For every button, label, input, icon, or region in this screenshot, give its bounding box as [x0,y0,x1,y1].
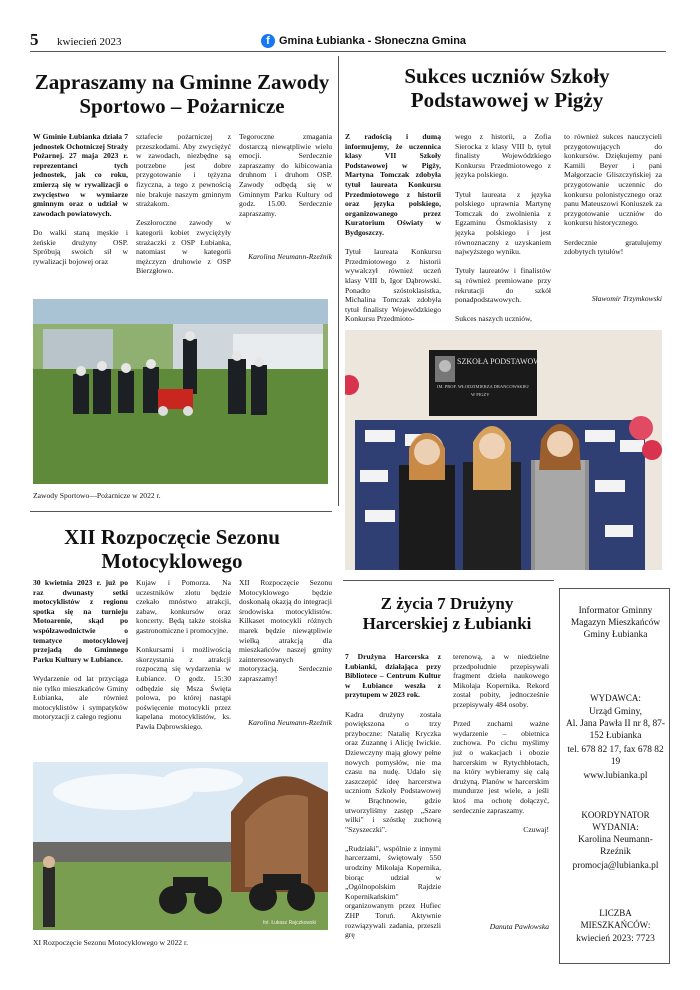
infobox-title: Informator Gminny Magazyn Mieszkańców Gminy Łubianka [570,606,661,640]
paragraph: Przed zuchami ważne wydarzenie – obietnica zuchowa. Po cichu myślimy już o wakacjach i obozie harcerskim w Rytychbłotach, na który wybieramy się całą drużyną. Planów w harcerskim mundurze jest wiele, a jeśli ktoś ma ochotę dołączyć, serdecznie zapraszamy. [453,719,549,815]
paragraph: XII Rozpoczęcie Sezonu Motocyklowego będzie doskonałą okazją do integracji środowiska motocyklistów. Kilkaset motocykli różnych marek będzie niewątpliwie wielką atrakcją dla mieszkańców naszej gminy zainteresowanych motoryzacją. Serdecznie zapraszamy! [239,578,332,683]
circulation-label: LICZBA MIESZKAŃCÓW: [580,908,651,930]
paragraph: Czuwaj! [523,824,549,834]
paragraph: Sukces naszych uczniów, [455,314,532,324]
paragraph: wego z historii, a Zofia Sierocka z klasy VIII b, tytuł finalisty Wojewódzkiego Konkursu Przedmiotowego z języka polskiego. [455,132,551,180]
lead-paragraph: W Gminie Łubianka działa 7 jednostek Ochotniczej Straży Pożarnej. 27 maja 2023 r. reprezentanci tych jednostek, jak co roku, zmierzą się w rywalizacji o zwycięstwo w wymiarze gminnym oraz o udział w zawodach powiatowych. [33,132,128,218]
header-brand[interactable]: Gmina Łubianka - Słoneczna Gmina [279,35,467,47]
editor-email[interactable]: promocja@lubianka.pl [572,861,659,871]
paragraph: to również sukces nauczycieli przygotowujących do konkursów. Dziękujemy pani Kamili Beyer i pani Małgorzacie Gliszczyńskiej za przygotowanie uczennic do konkursu polonistycznego oraz panu Mateuszowi Koniuszek za przygotowanie uczniów do konkursu historycznego. [564,132,662,228]
article-scouts-col2 [453,652,549,834]
paragraph: Zeszłoroczne zawody w kategorii kobiet zwyciężyły strażaczki z OSP Łubianka, natomiast w kategorii mężczyzn druhowie z OSP Bierzgłowo. [136,218,231,276]
paragraph: Konkursami i możliwością skorzystania z atrakcji rozpoczną się wydarzenia w Łubiance. O godz. 15:30 odbędzie się Msza Święta polowa, po której nastąpi poświęcenie motocykli przez kapelana motocyklistów, ks. Pawła Dąbrowskiego. [136,645,231,731]
article-scouts-title: Z życia 7 Drużyny Harcerskiej z Łubianki [362,594,532,633]
issue-date: kwiecień 2023 [57,36,122,48]
author-signature: Danuta Pawłowska [489,922,549,931]
students-photo-illustration [345,330,662,570]
paragraph: terenową, a w niedzielne przedpołudnie przepisywali fragment dzieła naukowego Mikołaja Kopernika. Rekord został pobity, jednocześnie przepisywały 484 osoby. [453,652,549,709]
paragraph: Tytuł laureata z języka polskiego uprawnia Martynę Tomczak do zwolnienia z Egzaminu Ósmoklasisty z języka polskiego i jest równoznaczny z uzyskaniem najwyższego wyniku. [455,189,551,257]
article-school-col1 [345,132,441,324]
firefighters-photo-illustration [33,299,328,484]
article-motorcycle-col3 [239,578,332,684]
plaque-text-line1: SZKOŁA PODSTAWOWA [457,357,546,366]
paragraph: Kadra drużyny została powiększona o trzy przyboczne: Natalię Kryczka oraz Zuzannę i Alicję Iwickie. Dziewczyny mają głowy pełne nowych pomysłów, nie ma czasu na nudę. Udało się zaszczepić ideę harcerstwa uczniom Szkoły Podstawowej w Brąchnowie, gdzie utworzyliśmy zastęp „Szare wilki" i szóstkę zuchową "Szyszeczki". [345,709,441,834]
paragraph: Wydarzenie od lat przyciąga nie tylko mieszkańców Gminy Łubianka, ale również motocyklistów i sympatyków motoryzacji z całego regionu [33,673,128,722]
photo-caption: Zawody Sportowo—Pożarnicze w 2022 r. [33,491,161,500]
publisher-label: WYDAWCA: [590,693,641,703]
plaque-text-line3: W PIGŻY [471,392,490,397]
section-rule [30,511,332,512]
paragraph: „Rudziaki", wspólnie z innymi harcerzami, świętowały 550 urodziny Mikołaja Kopernika, biorąc udział w „Ogólnopolskim Rajdzie Kopernikańskim" organizowanym przez Hufiec ZHP Toruń. Aktywnie rozwiązywali zadania, przeszli grę [345,843,441,940]
lead-paragraph: 7 Drużyna Harcerska z Łubianki, działająca przy Bibliotece – Centrum Kultur w Łubiance weszła z przytupem w 2023 rok. [345,652,441,700]
article-firefighters-col2 [136,132,231,276]
photo-credit: fot. Łukasz Rajczkowski [263,920,317,926]
article-school-col2 [455,132,551,324]
header-rule [30,51,666,52]
facebook-icon[interactable]: f [261,34,275,48]
lead-paragraph: 30 kwietnia 2023 r. już po raz dwunasty setki motocyklistów z regionu spotka się na turnieju Motoarenie, skąd po współzawodnictwie o tematyce motocyklowej przejadą do Gminnego Parku Kultury w Łubiance. [33,578,128,664]
editor-label: KOORDYNATOR WYDANIA: [581,810,650,832]
article-school-col3 [564,132,662,257]
circulation-value: kwiecień 2023: 7723 [576,934,655,944]
article-motorcycle-col2 [136,578,231,732]
author-signature: Karolina Neumann-Rzeźnik [248,252,332,261]
column-divider [338,56,339,506]
firefighters-photo [33,299,328,484]
page-number: 5 [30,30,39,49]
author-signature: Karolina Neumann-Rzeźnik [248,718,332,727]
author-signature: Sławomir Trzymkowski [591,294,662,303]
paragraph: Tytuły laureatów i finalistów są również premiowane przy rekrutacji do szkół ponadpodstawowych. [455,266,551,305]
students-photo [345,330,662,570]
editor-name: Karolina Neumann-Rzeźnik [578,835,653,857]
publisher-info-box [559,588,670,964]
publisher-name: Urząd Gminy, [588,707,643,717]
article-firefighters-title: Zapraszamy na Gminne Zawody Sportowo – Pożarnicze [34,70,330,118]
article-firefighters-col1 [33,132,128,266]
motorcycle-photo [33,762,328,930]
paragraph: Kujaw i Pomorza. Na uczestników złotu będzie czekało mnóstwo atrakcji, zabaw, konkursów oraz koncerty. Będą także stoiska gastronomiczne i promocyjne. [136,578,231,635]
paragraph: Tegoroczne zmagania dostarczą niewątpliwie wielu emocji. Serdecznie zapraszamy do kibicowania druhnom i druhom OSP. Zawody odbędą się w Gminnym Parku Kultury od godz. 15.00. Serdecznie zapraszamy. [239,132,332,218]
publisher-phone: tel. 678 82 17, fax 678 82 19 [567,745,664,767]
paragraph: sztafecie pożarniczej z przeszkodami. Aby zwyciężyć w zawodach, niezbędne są potrzebne jest dobre przygotowanie i tężyzna fizyczna, a tego z pewnością nie brakuje naszym gminnym strażakom. [136,132,231,209]
article-firefighters-col3 [239,132,332,218]
website-link[interactable]: www.lubianka.pl [583,771,648,781]
lead-paragraph: Z radością i dumą informujemy, że uczennica klasy VII Szkoły Podstawowej w Pigży, Martyna Tomczak zdobyła tytuł laureata Konkursu Przedmiotowego z historii oraz języka polskiego, organizowanego przez Kuratorium Oświaty w Bydgoszczy. [345,132,441,237]
paragraph: Do walki staną męskie i żeńskie drużyny OSP. Spróbują swoich sił w rywalizacji bojowej oraz [33,227,128,266]
plaque-text-line2: IM. PROF. WŁODZIMIERZA DRANCOWSKIEJ [437,384,529,389]
article-motorcycle-col1 [33,578,128,722]
photo-caption: XI Rozpoczęcie Sezonu Motocyklowego w 2022 r. [33,938,189,947]
publisher-address: Al. Jana Pawła II nr 8, 87-152 Łubianka [566,719,665,741]
paragraph: Tytuł laureata Konkursu Przedmiotowego z historii wywalczył również uczeń klasy VIII b, Igor Dąbrowski. Ponadto szóstoklasistka, Michalina Tomczak zdobyła tytuł finalisty Wojewódzkiego Konkursu Przedmioto- [345,247,441,324]
paragraph: Serdecznie gratulujemy zdobytych tytułów! [564,237,662,257]
article-school-title: Sukces uczniów Szkoły Podstawowej w Pigży [404,64,610,112]
section-rule [343,580,554,581]
motorcycle-photo-illustration [33,762,328,930]
article-scouts-col1 [345,652,441,940]
article-motorcycle-title: XII Rozpoczęcie Sezonu Motocyklowego [64,525,280,573]
